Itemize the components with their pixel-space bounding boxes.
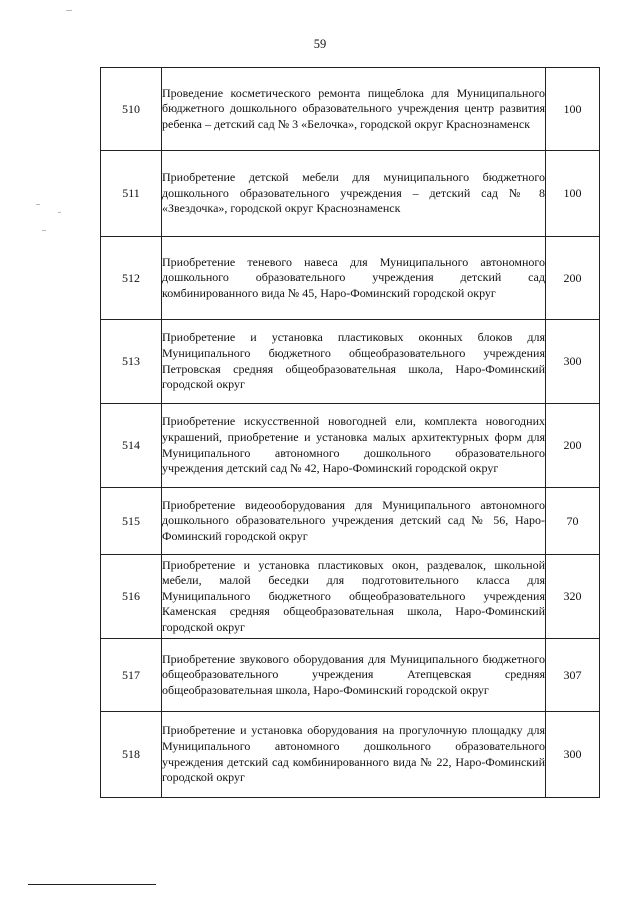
table-row (101, 712, 600, 798)
scan-artifact (58, 212, 61, 213)
row-amount: 300 (546, 320, 600, 404)
row-amount: 100 (546, 68, 600, 151)
row-number: 510 (101, 68, 162, 151)
row-number: 514 (101, 404, 162, 488)
scan-artifact (42, 230, 46, 231)
row-amount: 100 (546, 151, 600, 237)
row-description-text: Приобретение и установка оборудования на прогулочную площадку для Муниципального автономного дошкольного образовательного учреждения детский сад комбинированного вида № 22, Наро-Фоминский городской округ (162, 723, 545, 785)
footnote-rule (28, 884, 156, 885)
table-row (101, 404, 600, 488)
row-description-text: Приобретение звукового оборудования для Муниципального бюджетного общеобразовательного учреждения Атепцевская средняя общеобразовательная школа, Наро-Фоминский городской округ (162, 651, 545, 697)
table-row (101, 68, 600, 151)
row-number: 516 (101, 555, 162, 639)
row-description (162, 68, 546, 151)
scan-artifact (66, 10, 72, 11)
row-number: 512 (101, 237, 162, 320)
row-description (162, 488, 546, 555)
row-number: 517 (101, 639, 162, 712)
row-amount: 307 (546, 639, 600, 712)
row-amount: 320 (546, 555, 600, 639)
row-description (162, 320, 546, 404)
row-description-text: Приобретение искусственной новогодней ели, комплекта новогодних украшений, приобретение и установка малых архитектурных форм для Муниципального автономного дошкольного образовательного учреждения детский сад № 42, Наро-Фоминский городской округ (162, 414, 545, 476)
page-number: 59 (313, 37, 327, 51)
row-description-text: Приобретение детской мебели для муниципального бюджетного дошкольного образовательного учреждения – детский сад № 8 «Звездочка», городской округ Краснознаменск (162, 170, 545, 216)
budget-table (100, 67, 600, 798)
table-row (101, 320, 600, 404)
row-number: 515 (101, 488, 162, 555)
row-number: 518 (101, 712, 162, 798)
row-description (162, 404, 546, 488)
row-amount: 70 (546, 488, 600, 555)
row-description-text: Проведение косметического ремонта пищеблока для Муниципального бюджетного дошкольного образовательного учреждения центр развития ребенка – детский сад № 3 «Белочка», городской округ Краснознаменск (162, 85, 545, 131)
scan-artifact (36, 204, 40, 205)
row-number: 511 (101, 151, 162, 237)
table-row (101, 237, 600, 320)
row-amount: 300 (546, 712, 600, 798)
row-description (162, 555, 546, 639)
row-description (162, 151, 546, 237)
table-row (101, 488, 600, 555)
table-row (101, 555, 600, 639)
row-description-text: Приобретение теневого навеса для Муниципального автономного дошкольного образовательного учреждения детский сад комбинированного вида № 45, Наро-Фоминский городской округ (162, 254, 545, 300)
row-description (162, 237, 546, 320)
row-description-text: Приобретение видеооборудования для Муниципального автономного дошкольного образовательного учреждения детский сад № 56, Наро-Фоминский городской округ (162, 497, 545, 543)
row-description (162, 639, 546, 712)
table-row (101, 151, 600, 237)
row-amount: 200 (546, 237, 600, 320)
row-description-text: Приобретение и установка пластиковых оконных блоков для Муниципального бюджетного общеобразовательного учреждения Петровская средняя общеобразовательная школа, Наро-Фоминский городской округ (162, 330, 545, 392)
table-row (101, 639, 600, 712)
row-amount: 200 (546, 404, 600, 488)
row-description (162, 712, 546, 798)
row-description-text: Приобретение и установка пластиковых окон, раздевалок, школьной мебели, малой беседки для подготовительного класса для Муниципального бюджетного общеобразовательного учреждения Каменская средняя общеобразовательная школа, Наро-Фоминский городской округ (162, 557, 545, 634)
row-number: 513 (101, 320, 162, 404)
